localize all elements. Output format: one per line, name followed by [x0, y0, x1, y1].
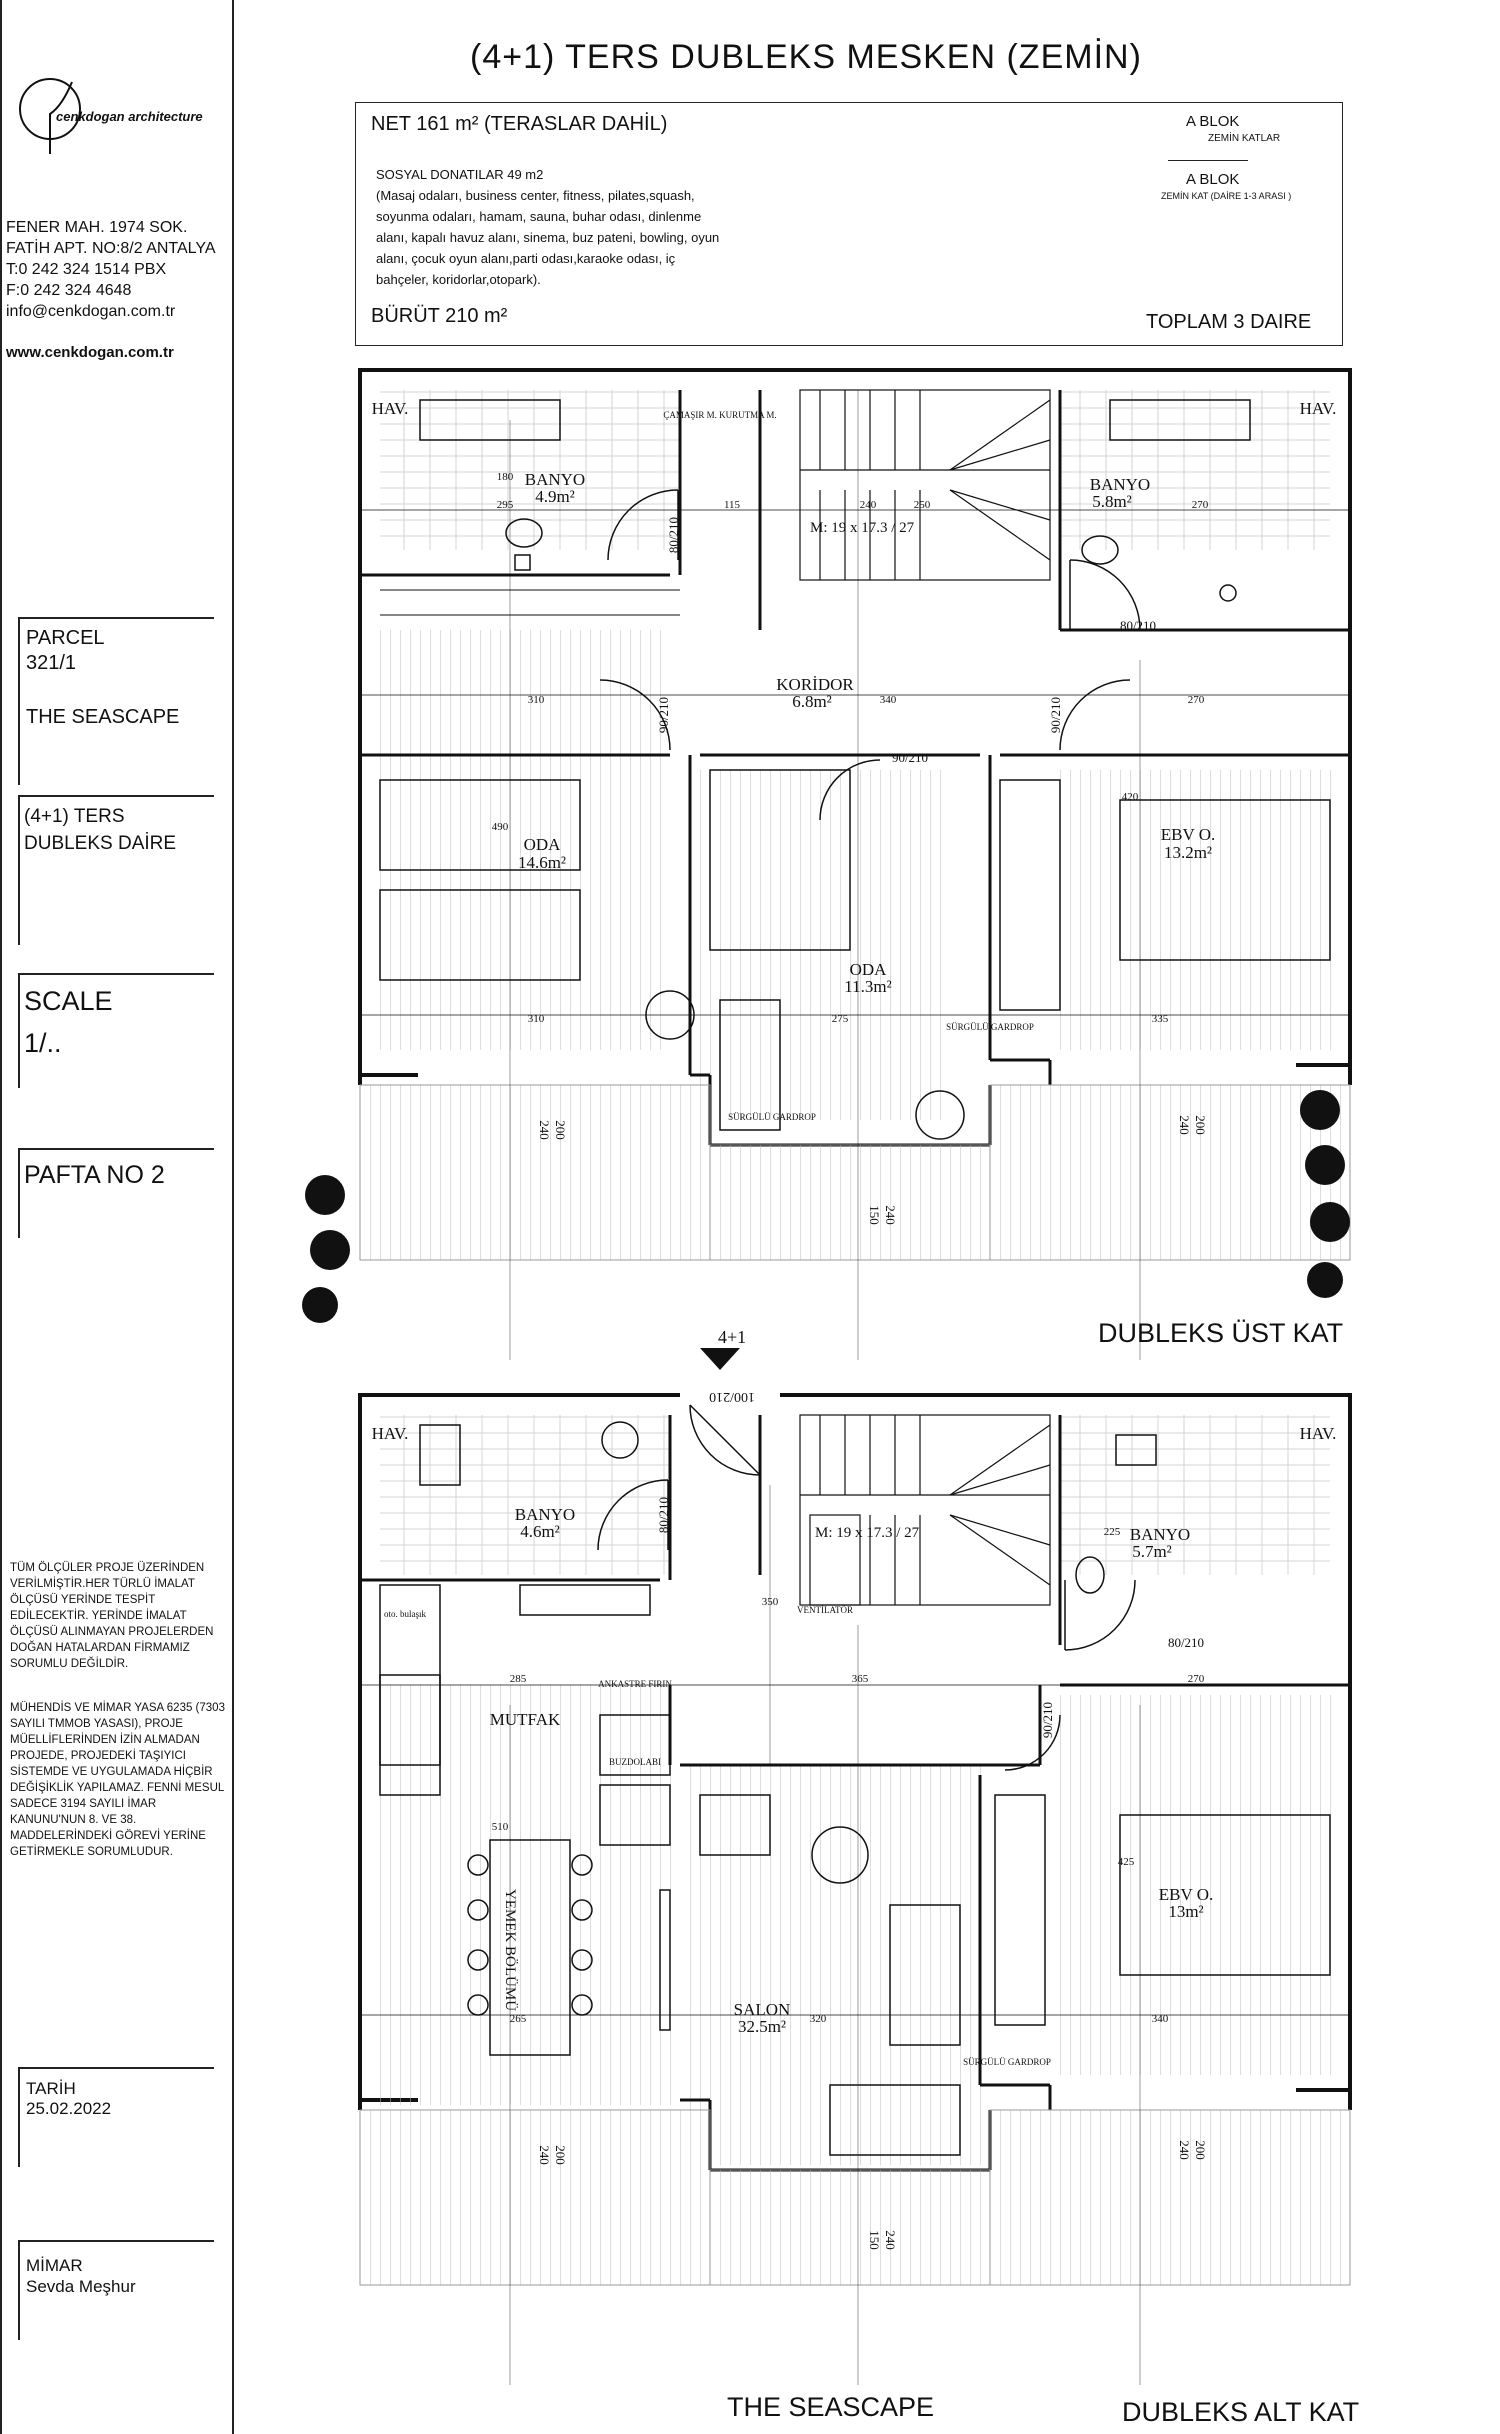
lower-floor-caption: DUBLEKS ALT KAT	[1122, 2397, 1360, 2427]
scale-value: 1/..	[24, 1028, 62, 1058]
parcel-label: PARCEL	[26, 627, 105, 649]
divider	[18, 1148, 214, 1150]
dim-label: 115	[723, 499, 741, 511]
window-size: 200	[553, 2145, 568, 2165]
ventilator-label: VENTİLATÖR	[797, 1605, 853, 1615]
wardrobe-label: SÜRGÜLÜ GARDROP	[963, 2057, 1051, 2067]
sheet-number: PAFTA NO 2	[24, 1161, 165, 1189]
dim-label: 240	[859, 499, 877, 511]
room-area-ebv: 13m²	[1168, 1902, 1204, 1921]
logo-text: cenkdogan architecture	[56, 109, 203, 124]
room-name-banyo: BANYO	[514, 1505, 576, 1524]
door-size: 80/210	[656, 1496, 671, 1534]
door-size: 90/210	[656, 696, 671, 734]
divider	[18, 617, 214, 619]
dim-label: 250	[913, 499, 931, 511]
room-name-ebv: EBV O.	[1158, 1885, 1214, 1904]
lower-floor-plan	[300, 1385, 1380, 2385]
legal-note: MÜHENDİS VE MİMAR YASA 6235 (7303 SAYILI TMMOB YASASI), PROJE MÜELLİFLERİNDEN İZİN ALMADAN PROJEDE, PROJEDEKİ TAŞIYICI SİSTEMDE VE UYGULAMADA HİÇBİR DEĞİŞİKLİK YAPILAMAZ. FENNİ MESUL SADECE 3194 SAYILI İMAR KANUNU'NUN 8. VE 38. MADDELERİNDEKİ GÖREVİ YERİNE GETİRMEKLE SORUMLUDUR.	[10, 1702, 225, 1858]
parcel-number: 321/1	[26, 652, 77, 674]
block-sub-label: ZEMİN KATLAR	[1208, 133, 1281, 144]
sidebar-left-border	[0, 0, 2, 2434]
block-label: A BLOK	[1186, 113, 1240, 130]
divider	[18, 2067, 214, 2069]
window-size: 200	[1193, 1115, 1208, 1135]
room-name-yemek: YEMEK BÖLÜMÜ	[502, 1888, 518, 2012]
window-size: 240	[1177, 1115, 1192, 1135]
stair-spec: M: 19 x 17.3 / 27	[810, 520, 915, 536]
staircase	[800, 390, 1050, 580]
window-size: 240	[883, 1205, 898, 1225]
social-facilities-desc: (Masaj odaları, business center, fitness, pilates,squash, soyunma odaları, hamam, sauna, buhar odası, dinlenme alanı, kapalı havuz alanı, sinema, buz pateni, bowling, oyun alanı, çocuk oyun alanı,parti odası,karaoke odası, iç bahçeler, koridorlar,otopark).	[376, 188, 720, 287]
company-website: www.cenkdogan.com.tr	[6, 344, 174, 361]
level-marker: 4+1	[718, 1327, 747, 1347]
hav-label: HAV.	[371, 1424, 409, 1443]
fridge-label: BUZDOLABI	[609, 1757, 661, 1767]
window-size: 150	[867, 2230, 882, 2250]
divider	[1168, 160, 1248, 161]
dim-label: 350	[761, 1596, 779, 1608]
date-label: TARİH	[26, 2079, 76, 2098]
room-name-oda: ODA	[849, 960, 887, 979]
dim-label: 490	[491, 821, 509, 833]
divider	[18, 795, 214, 797]
window-size: 240	[537, 1120, 552, 1140]
divider	[18, 2067, 20, 2167]
architect-name: Sevda Meşhur	[26, 2277, 136, 2296]
block-label: A BLOK	[1186, 171, 1240, 188]
dishwasher-label: oto. bulaşık	[384, 1609, 426, 1619]
staircase	[800, 1415, 1050, 1605]
room-area-banyo: 4.9m²	[535, 487, 575, 506]
floor-finish	[700, 770, 950, 1120]
room-area-ebv: 13.2m²	[1163, 843, 1213, 862]
project-name: THE SEASCAPE	[26, 706, 180, 728]
social-facilities-title: SOSYAL DONATILAR 49 m2	[376, 167, 544, 182]
dim-label: 335	[1151, 1013, 1169, 1025]
door-size: 90/210	[1040, 1701, 1055, 1739]
door-size: 80/210	[666, 516, 681, 554]
bathroom-tiles	[1060, 390, 1330, 550]
window-size: 240	[537, 2145, 552, 2165]
sheet-title: (4+1) TERS DUBLEKS MESKEN (ZEMİN)	[470, 38, 1142, 76]
company-address: FENER MAH. 1974 SOK. FATİH APT. NO:8/2 ANTALYA T:0 242 324 1514 PBX F:0 242 324 4648 info@cenkdogan.com.tr	[6, 219, 216, 320]
room-name-oda: ODA	[523, 835, 561, 854]
unit-type: (4+1) TERS DUBLEKS DAİRE	[24, 806, 177, 854]
scale-label: SCALE	[24, 986, 113, 1016]
dim-label: 320	[809, 2013, 827, 2025]
divider	[18, 973, 214, 975]
dim-label: 295	[496, 499, 514, 511]
divider	[18, 1148, 20, 1238]
window-size: 240	[1177, 2140, 1192, 2160]
block-sub-label: ZEMİN KAT (DAİRE 1-3 ARASI )	[1161, 191, 1292, 201]
sidebar-right-border	[232, 0, 234, 2434]
divider	[18, 617, 20, 785]
total-units: TOPLAM 3 DAIRE	[1146, 311, 1312, 333]
entrance-door-size: 100/210	[709, 1389, 755, 1404]
date-value: 25.02.2022	[26, 2099, 112, 2118]
dim-label: 340	[879, 694, 897, 706]
dim-label: 180	[496, 471, 514, 483]
door-size: 90/210	[1048, 696, 1063, 734]
room-area-banyo: 5.8m²	[1092, 492, 1132, 511]
door-size: 90/210	[891, 750, 929, 765]
room-area-banyo: 4.6m²	[520, 1522, 560, 1541]
room-name-salon: SALON	[733, 2000, 791, 2019]
footer-project-name: THE SEASCAPE	[727, 2392, 935, 2422]
wardrobe-label: SÜRGÜLÜ GARDROP	[946, 1022, 1034, 1032]
bathroom-tiles	[380, 1415, 670, 1575]
hav-label: HAV.	[1299, 1424, 1337, 1443]
window-size: 240	[883, 2230, 898, 2250]
window-size: 150	[867, 1205, 882, 1225]
dim-label: 270	[1187, 1673, 1205, 1685]
room-name-banyo: BANYO	[1089, 475, 1151, 494]
room-area-oda: 11.3m²	[844, 977, 892, 996]
dim-label: 310	[527, 1013, 545, 1025]
door-size: 80/210	[1167, 1635, 1205, 1650]
dim-label: 340	[1151, 2013, 1169, 2025]
divider	[18, 2240, 20, 2340]
floor-finish	[380, 1685, 680, 2105]
room-area-salon: 32.5m²	[737, 2017, 787, 2036]
room-area-oda: 14.6m²	[517, 853, 567, 872]
upper-floor-caption: DUBLEKS ÜST KAT	[1098, 1318, 1344, 1348]
room-name-banyo: BANYO	[524, 470, 586, 489]
window-size: 200	[553, 1120, 568, 1140]
floor-finish	[1060, 770, 1340, 1050]
laundry-label: ÇAMAŞIR M. KURUTMA M.	[663, 410, 777, 420]
room-area-banyo: 5.7m²	[1132, 1542, 1172, 1561]
room-name-banyo: BANYO	[1129, 1525, 1191, 1544]
room-name-ebv: EBV O.	[1160, 825, 1216, 844]
door-size: 80/210	[1119, 618, 1157, 633]
dim-label: 275	[831, 1013, 849, 1025]
window-size: 200	[1193, 2140, 1208, 2160]
room-name-mutfak: MUTFAK	[489, 1710, 561, 1729]
floor-finish	[690, 1765, 990, 2165]
bathroom-tiles	[1060, 1415, 1330, 1575]
oven-label: ANKASTRE FIRIN	[598, 1679, 672, 1689]
hav-label: HAV.	[371, 399, 409, 418]
title-block-sidebar	[0, 0, 234, 2434]
divider	[18, 973, 20, 1088]
dim-label: 270	[1187, 694, 1205, 706]
dim-label: 285	[509, 1673, 527, 1685]
room-name-koridor: KORİDOR	[776, 675, 854, 694]
dim-label: 225	[1103, 1526, 1121, 1538]
wardrobe-label: SÜRGÜLÜ GARDROP	[728, 1112, 816, 1122]
upper-floor-plan	[300, 360, 1380, 1360]
dim-label: 270	[1191, 499, 1209, 511]
area-info-box	[355, 102, 1343, 346]
net-area: NET 161 m² (TERASLAR DAHİL)	[371, 113, 668, 135]
architect-label: MİMAR	[26, 2256, 83, 2275]
gross-area: BÜRÜT 210 m²	[371, 305, 508, 327]
dim-label: 420	[1121, 791, 1139, 803]
disclaimer-note: TÜM ÖLÇÜLER PROJE ÜZERİNDEN VERİLMİŞTİR.HER TÜRLÜ İMALAT ÖLÇÜSÜ YERİNDE TESPİT EDİLECEKTİR. YERİNDE İMALAT ÖLÇÜSÜ ALINMAYAN PROJELERDEN DOĞAN HATALARDAN FİRMAMIZ SORUMLU DEĞİLDİR.	[10, 1562, 214, 1670]
room-area-koridor: 6.8m²	[792, 692, 832, 711]
wardrobe-rail	[380, 590, 680, 615]
divider	[18, 795, 20, 945]
stair-spec: M: 19 x 17.3 / 27	[815, 1525, 920, 1541]
dim-label: 365	[851, 1673, 869, 1685]
level-arrow-icon	[700, 1348, 740, 1370]
divider	[18, 2240, 214, 2242]
dim-label: 310	[527, 694, 545, 706]
dim-label: 265	[509, 2013, 527, 2025]
dim-label: 425	[1117, 1856, 1135, 1868]
hav-label: HAV.	[1299, 399, 1337, 418]
dim-label: 510	[491, 1821, 509, 1833]
